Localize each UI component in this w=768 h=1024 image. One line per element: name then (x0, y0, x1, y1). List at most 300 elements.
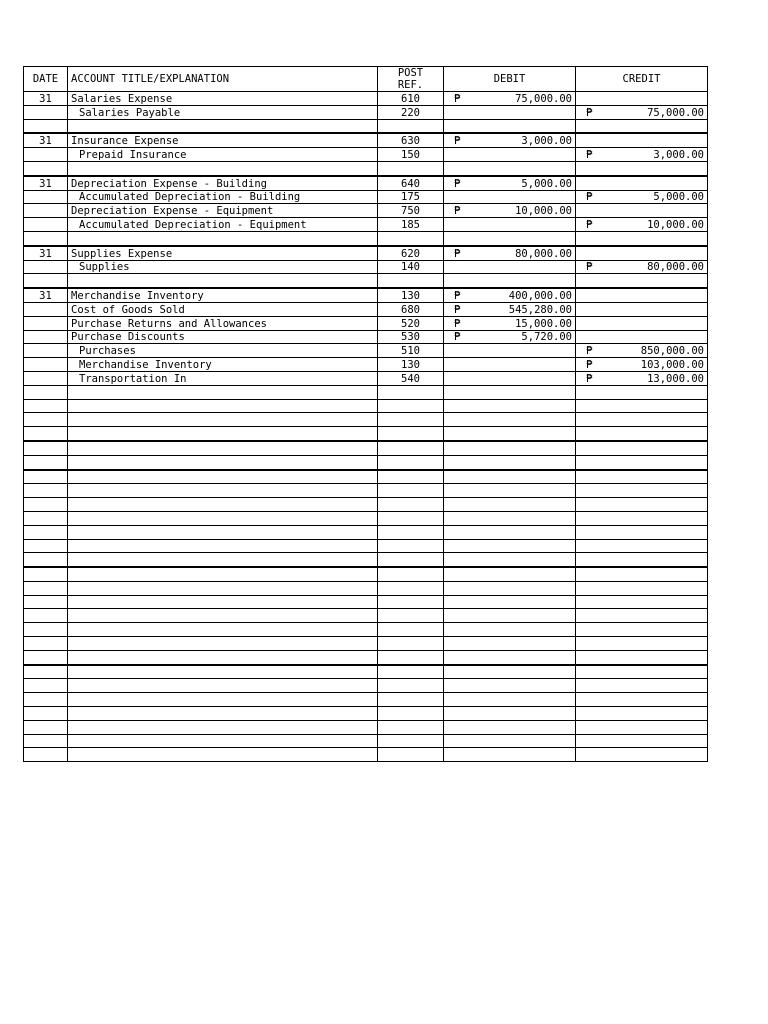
debit-cell (444, 246, 576, 260)
empty-cell (444, 525, 576, 539)
peso-symbol: ₱ (586, 106, 593, 119)
account-cell: Insurance Expense (68, 133, 378, 147)
empty-cell (444, 511, 576, 525)
credit-cell-value: 13,000.00 (647, 372, 704, 385)
empty-cell (444, 231, 576, 245)
empty-cell (576, 567, 708, 581)
empty-row (24, 693, 708, 707)
empty-cell (378, 581, 444, 595)
empty-cell (576, 455, 708, 469)
empty-cell (378, 539, 444, 553)
date-cell (24, 316, 68, 330)
empty-cell (444, 623, 576, 637)
journal-row (24, 246, 708, 260)
peso-symbol: ₱ (454, 247, 461, 260)
header-row (24, 67, 708, 92)
empty-cell (68, 274, 378, 288)
empty-row (24, 385, 708, 399)
empty-cell (24, 679, 68, 693)
postref-cell: 630 (378, 133, 444, 147)
empty-cell (68, 734, 378, 748)
debit-cell (444, 176, 576, 190)
empty-cell (378, 748, 444, 762)
empty-cell (444, 707, 576, 721)
empty-cell (444, 539, 576, 553)
empty-cell (576, 413, 708, 427)
empty-row (24, 707, 708, 721)
empty-cell (378, 609, 444, 623)
empty-row (24, 413, 708, 427)
account-cell: Depreciation Expense - Building (68, 176, 378, 190)
credit-cell (576, 246, 708, 260)
credit-cell-value: 103,000.00 (640, 358, 704, 371)
debit-cell (444, 302, 576, 316)
empty-cell (576, 470, 708, 484)
postref-cell: 175 (378, 190, 444, 204)
empty-cell (444, 567, 576, 581)
empty-cell (444, 595, 576, 609)
date-cell (24, 105, 68, 119)
empty-cell (68, 748, 378, 762)
empty-cell (378, 385, 444, 399)
date-cell (24, 148, 68, 162)
date-cell (24, 371, 68, 385)
postref-cell: 750 (378, 204, 444, 218)
peso-symbol: ₱ (586, 345, 593, 358)
credit-cell (576, 344, 708, 358)
empty-cell (24, 399, 68, 413)
debit-cell-value: 5,000.00 (521, 177, 572, 190)
peso-symbol: ₱ (586, 148, 593, 161)
credit-cell (576, 105, 708, 119)
credit-cell (576, 92, 708, 106)
empty-cell (378, 399, 444, 413)
peso-symbol: ₱ (586, 261, 593, 274)
empty-cell (576, 748, 708, 762)
credit-cell-value: 5,000.00 (653, 191, 704, 204)
postref-cell: 610 (378, 92, 444, 106)
empty-cell (444, 748, 576, 762)
empty-cell (444, 679, 576, 693)
empty-cell (576, 484, 708, 498)
empty-cell (576, 427, 708, 441)
debit-header: DEBIT (444, 67, 576, 92)
empty-cell (68, 161, 378, 175)
empty-cell (68, 427, 378, 441)
peso-symbol: ₱ (454, 135, 461, 148)
empty-cell (378, 274, 444, 288)
empty-cell (576, 441, 708, 455)
credit-header: CREDIT (576, 67, 708, 92)
debit-cell-value: 15,000.00 (515, 317, 572, 330)
empty-row (24, 637, 708, 651)
date-cell (24, 260, 68, 274)
empty-row (24, 734, 708, 748)
date-header: DATE (24, 67, 68, 92)
account-cell: Salaries Expense (68, 92, 378, 106)
journal-row (24, 358, 708, 372)
empty-cell (68, 637, 378, 651)
empty-row (24, 595, 708, 609)
empty-cell (444, 427, 576, 441)
debit-cell (444, 316, 576, 330)
empty-cell (68, 567, 378, 581)
empty-cell (68, 539, 378, 553)
empty-cell (444, 720, 576, 734)
empty-cell (24, 567, 68, 581)
empty-cell (24, 119, 68, 133)
peso-symbol: ₱ (454, 317, 461, 330)
empty-cell (378, 455, 444, 469)
empty-row (24, 455, 708, 469)
credit-cell (576, 133, 708, 147)
peso-symbol: ₱ (454, 331, 461, 344)
empty-cell (576, 539, 708, 553)
empty-cell (576, 623, 708, 637)
empty-row (24, 665, 708, 679)
account-cell: Salaries Payable (68, 105, 378, 119)
empty-cell (68, 693, 378, 707)
account-cell: Prepaid Insurance (68, 148, 378, 162)
postref-header-line1: POST (397, 67, 424, 79)
journal-row (24, 92, 708, 106)
account-cell: Supplies (68, 260, 378, 274)
peso-symbol: ₱ (586, 358, 593, 371)
empty-cell (378, 595, 444, 609)
empty-cell (68, 553, 378, 567)
empty-cell (24, 734, 68, 748)
date-cell (24, 218, 68, 232)
empty-cell (68, 650, 378, 664)
journal-row (24, 260, 708, 274)
journal-row (24, 371, 708, 385)
empty-row (24, 484, 708, 498)
blank-row (24, 274, 708, 288)
empty-cell (576, 161, 708, 175)
journal-row (24, 105, 708, 119)
empty-cell (576, 511, 708, 525)
credit-cell (576, 330, 708, 344)
empty-cell (24, 470, 68, 484)
empty-cell (68, 385, 378, 399)
postref-cell: 530 (378, 330, 444, 344)
empty-cell (378, 498, 444, 512)
date-cell (24, 190, 68, 204)
credit-cell (576, 302, 708, 316)
debit-cell (444, 330, 576, 344)
postref-cell: 220 (378, 105, 444, 119)
empty-cell (68, 623, 378, 637)
journal-row (24, 302, 708, 316)
journal-row (24, 288, 708, 302)
date-cell (24, 302, 68, 316)
empty-cell (444, 665, 576, 679)
empty-cell (378, 511, 444, 525)
empty-cell (24, 441, 68, 455)
account-cell: Merchandise Inventory (68, 288, 378, 302)
empty-cell (24, 581, 68, 595)
empty-cell (378, 231, 444, 245)
postref-cell: 540 (378, 371, 444, 385)
credit-cell-value: 850,000.00 (640, 345, 704, 358)
empty-row (24, 679, 708, 693)
credit-cell (576, 288, 708, 302)
empty-row (24, 511, 708, 525)
empty-cell (576, 720, 708, 734)
empty-row (24, 609, 708, 623)
empty-cell (576, 581, 708, 595)
date-cell: 31 (24, 92, 68, 106)
journal-table (23, 66, 708, 762)
date-cell (24, 330, 68, 344)
account-header: ACCOUNT TITLE/EXPLANATION (68, 67, 378, 92)
empty-cell (24, 707, 68, 721)
empty-cell (444, 498, 576, 512)
debit-cell-value: 75,000.00 (515, 92, 572, 105)
account-cell: Transportation In (68, 371, 378, 385)
peso-symbol: ₱ (586, 191, 593, 204)
empty-cell (68, 399, 378, 413)
postref-cell: 130 (378, 288, 444, 302)
empty-cell (444, 470, 576, 484)
empty-row (24, 720, 708, 734)
empty-cell (378, 525, 444, 539)
empty-cell (68, 119, 378, 133)
empty-cell (378, 679, 444, 693)
postref-header-line2: REF. (397, 79, 424, 91)
empty-cell (24, 525, 68, 539)
empty-cell (576, 525, 708, 539)
empty-cell (576, 650, 708, 664)
empty-cell (378, 707, 444, 721)
account-cell: Merchandise Inventory (68, 358, 378, 372)
empty-row (24, 581, 708, 595)
account-cell: Purchases (68, 344, 378, 358)
empty-cell (444, 274, 576, 288)
journal-row (24, 344, 708, 358)
empty-cell (444, 553, 576, 567)
empty-cell (68, 581, 378, 595)
empty-cell (24, 274, 68, 288)
empty-cell (378, 441, 444, 455)
empty-cell (378, 119, 444, 133)
debit-cell (444, 204, 576, 218)
empty-cell (24, 161, 68, 175)
empty-cell (378, 734, 444, 748)
debit-cell-value: 3,000.00 (521, 135, 572, 148)
empty-cell (378, 470, 444, 484)
debit-cell (444, 105, 576, 119)
credit-cell-value: 3,000.00 (653, 148, 704, 161)
empty-cell (68, 441, 378, 455)
debit-cell (444, 344, 576, 358)
empty-cell (576, 399, 708, 413)
debit-cell (444, 148, 576, 162)
account-cell: Supplies Expense (68, 246, 378, 260)
empty-cell (576, 553, 708, 567)
empty-cell (576, 637, 708, 651)
empty-cell (24, 748, 68, 762)
journal-row (24, 218, 708, 232)
empty-cell (24, 609, 68, 623)
empty-cell (24, 553, 68, 567)
empty-cell (24, 637, 68, 651)
empty-cell (378, 665, 444, 679)
credit-cell-value: 75,000.00 (647, 106, 704, 119)
empty-cell (378, 484, 444, 498)
date-cell (24, 344, 68, 358)
blank-row (24, 161, 708, 175)
debit-cell-value: 10,000.00 (515, 205, 572, 218)
credit-cell (576, 316, 708, 330)
postref-cell: 185 (378, 218, 444, 232)
journal-row (24, 204, 708, 218)
empty-cell (378, 637, 444, 651)
empty-cell (576, 231, 708, 245)
empty-cell (378, 553, 444, 567)
empty-cell (68, 720, 378, 734)
empty-cell (68, 679, 378, 693)
credit-cell-value: 80,000.00 (647, 261, 704, 274)
account-cell: Purchase Returns and Allowances (68, 316, 378, 330)
postref-cell: 520 (378, 316, 444, 330)
date-cell: 31 (24, 176, 68, 190)
empty-cell (68, 665, 378, 679)
empty-cell (576, 707, 708, 721)
empty-row (24, 748, 708, 762)
postref-cell: 130 (378, 358, 444, 372)
debit-cell (444, 218, 576, 232)
empty-cell (68, 609, 378, 623)
empty-cell (24, 231, 68, 245)
debit-cell-value: 5,720.00 (521, 331, 572, 344)
peso-symbol: ₱ (586, 218, 593, 231)
credit-cell (576, 358, 708, 372)
debit-cell (444, 288, 576, 302)
postref-cell: 640 (378, 176, 444, 190)
empty-cell (68, 707, 378, 721)
peso-symbol: ₱ (586, 372, 593, 385)
empty-cell (378, 427, 444, 441)
empty-cell (24, 385, 68, 399)
empty-cell (444, 161, 576, 175)
empty-cell (24, 413, 68, 427)
empty-cell (576, 693, 708, 707)
postref-header (378, 67, 444, 92)
empty-row (24, 399, 708, 413)
debit-cell (444, 133, 576, 147)
empty-row (24, 427, 708, 441)
empty-row (24, 470, 708, 484)
postref-cell: 510 (378, 344, 444, 358)
date-cell (24, 204, 68, 218)
empty-cell (378, 720, 444, 734)
empty-cell (444, 441, 576, 455)
empty-cell (24, 650, 68, 664)
empty-cell (444, 455, 576, 469)
credit-cell (576, 218, 708, 232)
peso-symbol: ₱ (454, 289, 461, 302)
empty-cell (576, 119, 708, 133)
peso-symbol: ₱ (454, 177, 461, 190)
journal-row (24, 148, 708, 162)
empty-cell (24, 720, 68, 734)
journal-body (24, 92, 708, 762)
empty-cell (24, 665, 68, 679)
empty-cell (24, 539, 68, 553)
date-cell: 31 (24, 246, 68, 260)
debit-cell-value: 545,280.00 (508, 303, 572, 316)
journal-row (24, 316, 708, 330)
account-cell: Purchase Discounts (68, 330, 378, 344)
empty-cell (68, 595, 378, 609)
empty-cell (576, 498, 708, 512)
empty-cell (444, 650, 576, 664)
empty-row (24, 567, 708, 581)
postref-cell: 620 (378, 246, 444, 260)
date-cell (24, 358, 68, 372)
empty-cell (576, 665, 708, 679)
empty-cell (24, 484, 68, 498)
empty-cell (68, 484, 378, 498)
empty-cell (378, 693, 444, 707)
empty-cell (378, 567, 444, 581)
empty-cell (68, 498, 378, 512)
empty-cell (68, 511, 378, 525)
empty-row (24, 498, 708, 512)
credit-cell (576, 260, 708, 274)
debit-cell (444, 190, 576, 204)
empty-row (24, 623, 708, 637)
debit-cell (444, 358, 576, 372)
credit-cell (576, 190, 708, 204)
empty-row (24, 539, 708, 553)
postref-cell: 150 (378, 148, 444, 162)
empty-cell (24, 427, 68, 441)
empty-row (24, 441, 708, 455)
journal-row (24, 330, 708, 344)
empty-cell (68, 231, 378, 245)
empty-cell (68, 455, 378, 469)
postref-cell: 140 (378, 260, 444, 274)
empty-cell (378, 623, 444, 637)
empty-cell (444, 413, 576, 427)
empty-cell (68, 525, 378, 539)
empty-cell (576, 734, 708, 748)
debit-cell (444, 92, 576, 106)
empty-cell (576, 274, 708, 288)
empty-cell (24, 693, 68, 707)
empty-cell (444, 119, 576, 133)
empty-cell (378, 413, 444, 427)
empty-cell (24, 511, 68, 525)
empty-cell (444, 734, 576, 748)
empty-cell (444, 581, 576, 595)
postref-cell: 680 (378, 302, 444, 316)
empty-cell (576, 385, 708, 399)
account-cell: Cost of Goods Sold (68, 302, 378, 316)
empty-cell (444, 637, 576, 651)
empty-cell (68, 470, 378, 484)
empty-row (24, 553, 708, 567)
debit-cell-value: 80,000.00 (515, 247, 572, 260)
empty-cell (444, 385, 576, 399)
account-cell: Accumulated Depreciation - Building (68, 190, 378, 204)
empty-cell (24, 595, 68, 609)
credit-cell (576, 204, 708, 218)
empty-cell (378, 161, 444, 175)
blank-row (24, 119, 708, 133)
